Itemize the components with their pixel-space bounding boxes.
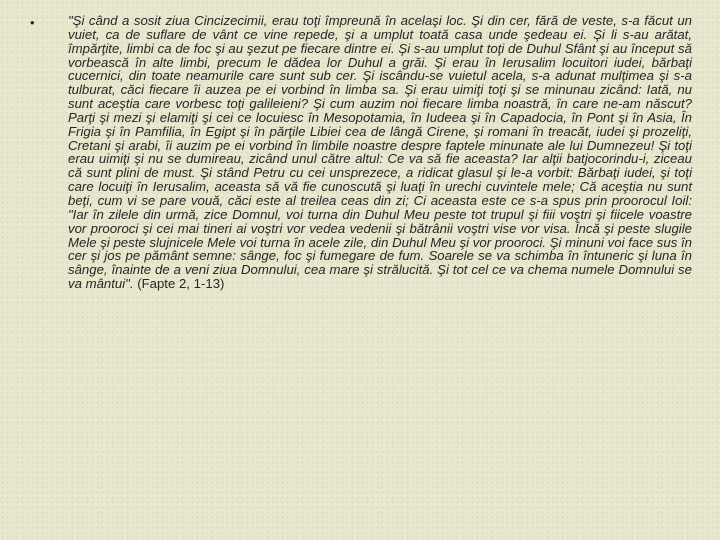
bullet-list	[30, 14, 692, 291]
bullet-dot-icon: •	[30, 15, 35, 30]
quote-text: "Şi când a sosit ziua Cincizecimii, erau toţi împreună în acelaşi loc. Şi din cer, fără de veste, s-a făcut un vuiet, ca de suflare de vânt ce vine repede, şi a umplut toată casa unde şedeau ei. Şi li s-au arătat, împărţite, limbi ca de foc şi au şezut pe fiecare dintre ei. Şi s-au umplut toţi de Duhul Sfânt şi au început să vorbească în alte limbi, precum le dădea lor Duhul a grăi. Şi erau în Ierusalim locuitori iudei, bărbaţi cucernici, din toate neamurile care sunt sub cer. Şi iscându-se vuietul acela, s-a adunat mulţimea şi s-a tulburat, căci fiecare îi auzea pe ei vorbind în limba sa. Şi erau uimiţi toţi şi se minunau zicând: Iată, nu sunt aceştia care vorbesc toţi galileieni? Şi cum auzim noi fiecare limba noastră, în care ne-am născut? Parţi şi mezi şi elamiţi şi cei ce locuiesc în Mesopotamia, în Iudeea şi în Capadocia, în Pont şi în Asia, În Frigia şi în Pamfilia, în Egipt şi în părţile Libiei cea de lângă Cirene, şi romani în treacăt, iudei şi prozeliţi, Cretani şi arabi, îi auzim pe ei vorbind în limbile noastre despre faptele minunate ale lui Dumnezeu! Şi toţi erau uimiţi şi nu se dumireau, zicând unul către altul: Ce va să fie aceasta? Iar alţii batjocorindu-i, ziceau că sunt plini de must. Şi stând Petru cu cei unsprezece, a ridicat glasul şi le-a vorbit: Bărbaţi iudei, şi toţi care locuiţi în Ierusalim, aceasta să vă fie cunoscută şi luaţi în urechi cuvintele mele; Că aceştia nu sunt beţi, cum vi se pare vouă, căci este al treilea ceas din zi; Ci aceasta este ce s-a spus prin proorocul Ioil: "Iar în zilele din urmă, zice Domnul, voi turna din Duhul Meu peste tot trupul şi fiii voştri şi fiicele voastre vor prooroci şi cei mai tineri ai voştri vor vedea vedenii şi bătrânii voştri vise vor visa. Încă şi peste slugile Mele şi peste slujnicele Mele voi turna în acele zile, din Duhul Meu şi vor prooroci. Şi minuni voi face sus în cer şi jos pe pământ semne: sânge, foc şi fumegare de fum. Soarele se va schimba în întuneric şi luna în sânge, înainte de a veni ziua Domnului, cea mare şi strălucită. Şi tot cel ce va chema numele Domnului se va mântui".	[68, 13, 692, 292]
scripture-quote	[68, 14, 692, 291]
citation-reference: (Fapte 2, 1-13)	[133, 276, 225, 292]
bullet-item	[30, 14, 692, 291]
